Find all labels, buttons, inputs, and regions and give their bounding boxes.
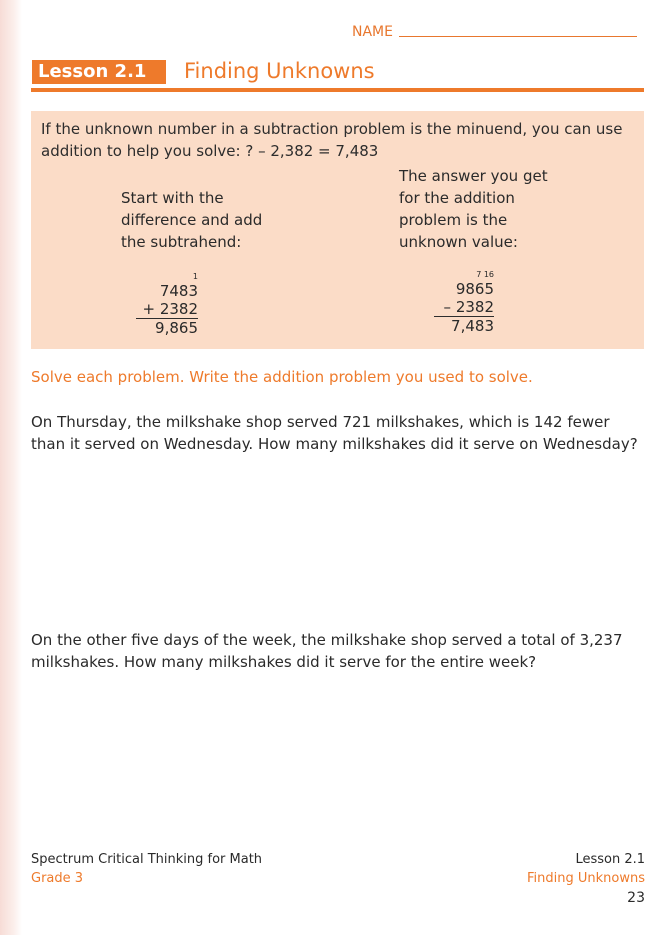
addend-2: + 2382 xyxy=(142,300,198,318)
footer-right xyxy=(527,850,645,888)
subtrahend: – 2382 xyxy=(443,298,494,316)
grade-label: Grade 3 xyxy=(31,871,84,886)
lesson-topic: Finding Unknowns xyxy=(527,871,645,886)
subtraction-calculation xyxy=(434,270,494,335)
page-number: 23 xyxy=(627,890,645,906)
page-edge xyxy=(0,0,22,935)
example-left-step: Start with the difference and add the subtrahend: xyxy=(121,189,263,251)
lesson-badge: Lesson 2.1 xyxy=(32,60,166,84)
addend-1: 7483 xyxy=(159,282,198,300)
book-title: Spectrum Critical Thinking for Math xyxy=(31,852,263,867)
lesson-ref: Lesson 2.1 xyxy=(575,852,645,867)
addition-calculation xyxy=(136,272,198,337)
name-label: NAME xyxy=(352,24,393,40)
example-intro: If the unknown number in a subtraction problem is the minuend, you can use addition to help you solve: ? – 2,382 = 7,483 xyxy=(41,120,623,160)
problem-2: On the other five days of the week, the milkshake shop served a total of 3,237 milkshakes. How many milkshakes did it serve for the entire week? xyxy=(31,631,623,671)
sum: 9,865 xyxy=(136,318,198,337)
minuend: 9865 xyxy=(455,280,494,298)
carry-digits: 1 xyxy=(192,272,198,281)
name-line xyxy=(399,36,637,37)
borrow-digits: 7 16 xyxy=(476,270,494,279)
name-field[interactable] xyxy=(352,20,637,40)
difference: 7,483 xyxy=(434,316,494,335)
problem-1: On Thursday, the milkshake shop served 721 milkshakes, which is 142 fewer than it served on Wednesday. How many milkshakes did it serve on Wednesday? xyxy=(31,413,638,453)
footer-left xyxy=(31,850,262,888)
instruction: Solve each problem. Write the addition problem you used to solve. xyxy=(31,368,533,386)
lesson-title: Finding Unknowns xyxy=(184,59,375,83)
title-rule xyxy=(31,88,644,92)
example-right-step: The answer you get for the addition problem is the unknown value: xyxy=(399,167,548,251)
